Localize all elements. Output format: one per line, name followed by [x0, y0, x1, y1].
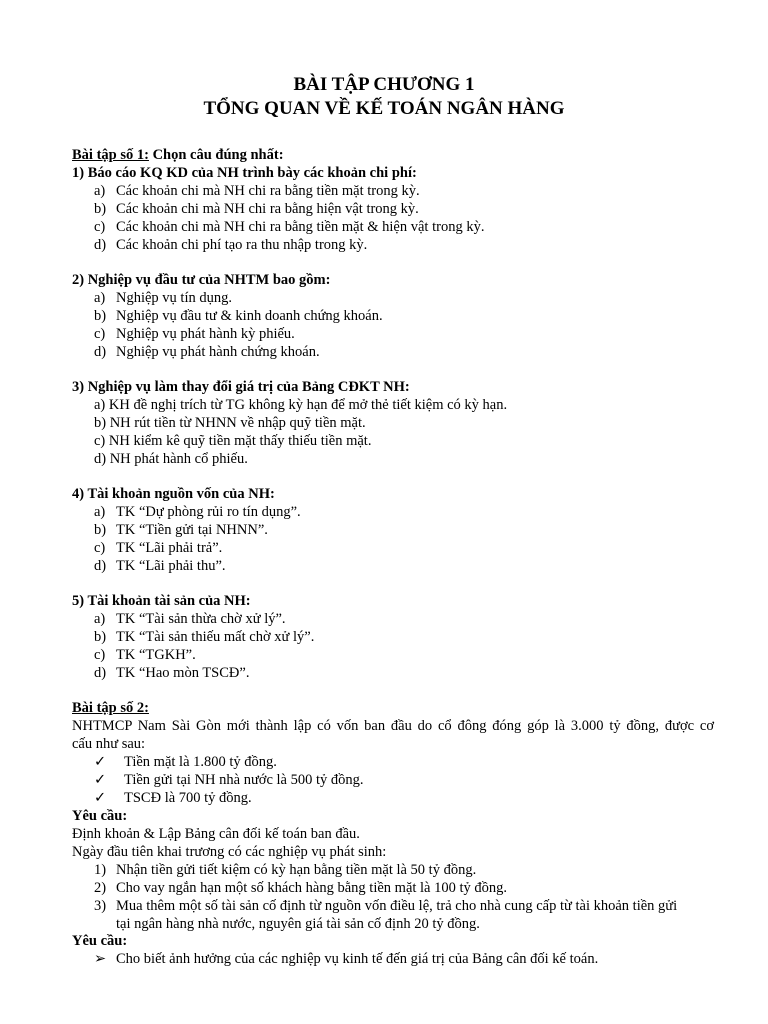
option-text: Các khoản chi phí tạo ra thu nhập trong kỳ. — [116, 237, 368, 253]
option-marker: c) — [94, 647, 106, 663]
option-marker: b) — [94, 308, 107, 324]
transaction-1 — [94, 861, 476, 879]
q5-option-a — [94, 610, 286, 628]
requirement-2 — [94, 950, 598, 968]
option-marker: c) — [94, 540, 106, 556]
requirement-label-1: Yêu cầu: — [72, 808, 128, 824]
exercise-2-label: Bài tập số 2: — [72, 700, 149, 716]
exercise-1-label: Bài tập số 1: — [72, 147, 149, 163]
option-text: TK “Hao mòn TSCĐ”. — [116, 665, 250, 681]
option-text: TK “Dự phòng rủi ro tín dụng”. — [116, 504, 301, 520]
q4-option-b — [94, 521, 268, 539]
checkmark-icon: ✓ — [94, 754, 107, 770]
q4-option-d — [94, 557, 226, 575]
exercise-2-intro-line-2: cấu như sau: — [72, 736, 146, 752]
transaction-marker: 1) — [94, 862, 107, 878]
option-text: TK “TGKH”. — [116, 647, 196, 663]
q2-option-b — [94, 307, 383, 325]
option-marker: b) — [94, 522, 107, 538]
capital-item-text: Tiền gửi tại NH nhà nước là 500 tỷ đồng. — [124, 772, 364, 788]
exercise-1-instruction: Chọn câu đúng nhất: — [148, 147, 284, 163]
option-text: Nghiệp vụ phát hành chứng khoán. — [116, 344, 320, 360]
requirement-2-text: Cho biết ảnh hưởng của các nghiệp vụ kinh tế đến giá trị của Bảng cân đối kế toán. — [116, 951, 599, 967]
transaction-2 — [94, 879, 507, 897]
option-text: TK “Tài sản thừa chờ xử lý”. — [116, 611, 286, 627]
transaction-marker: 3) — [94, 898, 107, 914]
q2-option-a — [94, 289, 232, 307]
q3-option-b: b) NH rút tiền từ NHNN về nhập quỹ tiền mặt. — [94, 415, 366, 431]
option-text: Nghiệp vụ đầu tư & kinh doanh chứng khoán. — [116, 308, 383, 324]
requirement-1-text: Định khoản & Lập Bảng cân đối kế toán ban đầu. — [72, 826, 360, 842]
option-marker: b) — [94, 201, 107, 217]
option-text: TK “Tiền gửi tại NHNN”. — [116, 522, 268, 538]
requirement-label-2: Yêu cầu: — [72, 933, 128, 949]
q1-option-c — [94, 218, 484, 236]
option-marker: a) — [94, 183, 106, 199]
option-marker: b) — [94, 629, 107, 645]
q2-option-d — [94, 343, 320, 361]
option-text: Nghiệp vụ tín dụng. — [116, 290, 232, 306]
capital-item-text: Tiền mặt là 1.800 tỷ đồng. — [124, 754, 277, 770]
option-text: TK “Lãi phải thu”. — [116, 558, 226, 574]
option-text: Các khoản chi mà NH chi ra bằng tiền mặt & hiện vật trong kỳ. — [116, 219, 485, 235]
transaction-3 — [94, 897, 677, 915]
chapter-title: BÀI TẬP CHƯƠNG 1 — [293, 74, 475, 95]
option-text: Nghiệp vụ phát hành kỳ phiếu. — [116, 326, 295, 342]
q1-option-d — [94, 236, 367, 254]
option-marker: a) — [94, 504, 106, 520]
option-marker: a) — [94, 611, 106, 627]
q3-option-d: d) NH phát hành cổ phiếu. — [94, 451, 248, 467]
option-marker: d) — [94, 237, 107, 253]
capital-item-cash — [94, 753, 277, 771]
q3-option-c: c) NH kiểm kê quỹ tiền mặt thấy thiếu tiền mặt. — [94, 433, 372, 449]
option-marker: c) — [94, 326, 106, 342]
checkmark-icon: ✓ — [94, 790, 107, 806]
chapter-subtitle: TỔNG QUAN VỀ KẾ TOÁN NGÂN HÀNG — [203, 98, 565, 119]
transaction-3-continuation: tại ngân hàng nhà nước, nguyên giá tài sản cố định 20 tỷ đồng. — [116, 916, 480, 932]
question-5: 5) Tài khoản tài sản của NH: — [72, 593, 251, 609]
q5-option-d — [94, 664, 249, 682]
q4-option-a — [94, 503, 301, 521]
q4-option-c — [94, 539, 222, 557]
question-4: 4) Tài khoản nguồn vốn của NH: — [72, 486, 275, 502]
question-2: 2) Nghiệp vụ đầu tư của NHTM bao gồm: — [72, 272, 331, 288]
option-text: Các khoản chi mà NH chi ra bằng hiện vật trong kỳ. — [116, 201, 419, 217]
option-text: Các khoản chi mà NH chi ra bằng tiền mặt trong kỳ. — [116, 183, 420, 199]
option-marker: c) — [94, 219, 106, 235]
transactions-intro: Ngày đầu tiên khai trương có các nghiệp vụ phát sinh: — [72, 844, 387, 860]
exercise-2-intro-line-1: NHTMCP Nam Sài Gòn mới thành lập có vốn ban đầu do cổ đông đóng góp là 3.000 tỷ đồng, được cơ — [72, 718, 714, 734]
question-3: 3) Nghiệp vụ làm thay đổi giá trị của Bảng CĐKT NH: — [72, 379, 410, 395]
capital-item-deposit — [94, 771, 364, 789]
q1-option-a — [94, 182, 420, 200]
q1-option-b — [94, 200, 419, 218]
question-1: 1) Báo cáo KQ KD của NH trình bày các khoản chi phí: — [72, 165, 417, 181]
q3-option-a: a) KH đề nghị trích từ TG không kỳ hạn để mở thẻ tiết kiệm có kỳ hạn. — [94, 397, 508, 413]
option-marker: d) — [94, 344, 107, 360]
checkmark-icon: ✓ — [94, 772, 107, 788]
option-text: TK “Lãi phải trả”. — [116, 540, 223, 556]
q5-option-b — [94, 628, 314, 646]
transaction-text: Nhận tiền gửi tiết kiệm có kỳ hạn bằng tiền mặt là 50 tỷ đồng. — [116, 862, 477, 878]
transaction-text: Mua thêm một số tài sản cố định từ nguồn vốn điều lệ, trả cho nhà cung cấp từ tài khoản tiền gửi — [116, 898, 678, 914]
capital-item-fixed-assets — [94, 789, 252, 807]
q2-option-c — [94, 325, 295, 343]
exercise-1-heading — [72, 146, 284, 164]
transaction-text: Cho vay ngắn hạn một số khách hàng bằng tiền mặt là 100 tỷ đồng. — [116, 880, 508, 896]
capital-item-text: TSCĐ là 700 tỷ đồng. — [124, 790, 252, 806]
option-marker: a) — [94, 290, 106, 306]
q5-option-c — [94, 646, 196, 664]
option-marker: d) — [94, 558, 107, 574]
arrow-bullet-icon: ➢ — [94, 951, 107, 967]
option-text: TK “Tài sản thiếu mất chờ xử lý”. — [116, 629, 315, 645]
transaction-marker: 2) — [94, 880, 107, 896]
option-marker: d) — [94, 665, 107, 681]
